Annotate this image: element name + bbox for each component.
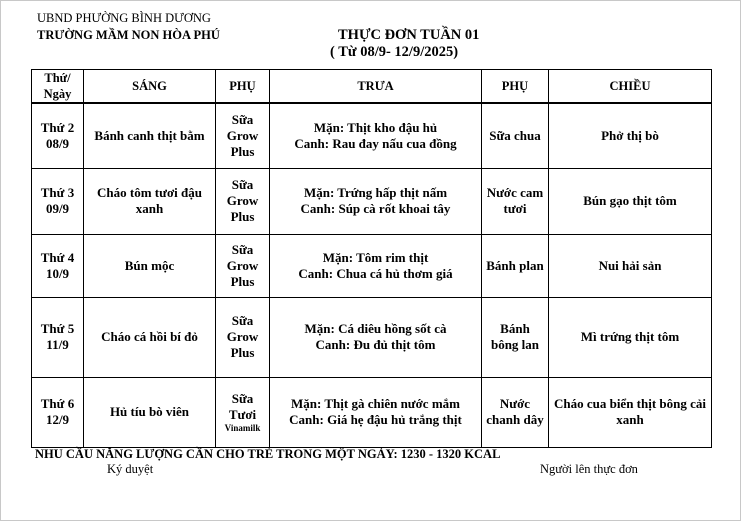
preparer-signature-label: Người lên thực đơn [540, 462, 638, 476]
day-cell [32, 297, 84, 377]
breakfast-cell: Hủ tíu bò viên [84, 377, 216, 447]
side2-cell: Nước chanh dây [482, 377, 549, 447]
side1-line: Sữa [231, 177, 254, 192]
side2-cell: Bánh bông lan [482, 297, 549, 377]
lunch-cell [270, 168, 482, 234]
day-label: Thứ 4 [40, 249, 75, 265]
lunch-soup: Canh: Chua cá hủ thơm giá [298, 265, 453, 281]
day-date: 11/9 [46, 337, 69, 352]
header-side1: PHỤ [216, 70, 270, 104]
lunch-cell [270, 234, 482, 297]
side1-line: Plus [230, 209, 255, 224]
day-date: 09/9 [45, 201, 70, 216]
lunch-main-dish: Mặn: Thịt kho đậu hủ [313, 119, 438, 135]
side2-cell: Nước cam tươi [482, 168, 549, 234]
day-label: Thứ 2 [40, 119, 75, 135]
day-cell [32, 234, 84, 297]
day-cell [32, 377, 84, 447]
weekly-menu-table [31, 69, 712, 448]
header-breakfast: SÁNG [84, 70, 216, 104]
side1-line: Grow [226, 127, 259, 143]
day-date: 10/9 [45, 265, 70, 281]
lunch-cell [270, 103, 482, 168]
side1-line: Sữa [231, 111, 254, 127]
day-label: Thứ 6 [40, 396, 75, 411]
day-label: Thứ 3 [40, 185, 75, 200]
lunch-main-dish: Mặn: Tôm rim thịt [322, 249, 429, 265]
side1-line: Plus [230, 143, 255, 159]
side1-cell [216, 377, 270, 447]
side1-cell [216, 297, 270, 377]
lunch-main-dish: Mặn: Cá diêu hồng sốt cà [304, 321, 447, 336]
side1-line: Plus [230, 345, 255, 360]
lunch-soup: Canh: Rau đay nấu cua đồng [294, 135, 457, 151]
side1-line: Sữa [231, 390, 254, 406]
lunch-soup: Canh: Đu đủ thịt tôm [315, 337, 436, 352]
lunch-soup: Canh: Giá hẹ đậu hủ trắng thịt [289, 412, 462, 427]
side1-line: Sữa [231, 241, 254, 257]
header-day-line2: Ngày [43, 87, 72, 101]
header-day-line1: Thứ/ [44, 71, 71, 85]
lunch-soup: Canh: Súp cà rốt khoai tây [300, 201, 451, 216]
side2-cell: Sữa chua [482, 103, 549, 168]
day-date: 08/9 [45, 135, 70, 151]
school-name: TRƯỜNG MẦM NON HÒA PHÚ [37, 28, 220, 42]
table-row [32, 168, 712, 234]
side1-line: Grow [226, 257, 259, 273]
side1-cell [216, 103, 270, 168]
header-side2: PHỤ [482, 70, 549, 104]
table-header-row [32, 70, 712, 104]
side1-brand: Vinamilk [224, 422, 261, 433]
energy-requirement-note: NHU CẦU NĂNG LƯỢNG CẦN CHO TRẺ TRONG MỘT NGÀY: 1230 - 1320 KCAL [35, 447, 501, 461]
afternoon-cell: Cháo cua biển thịt bông cải xanh [549, 377, 712, 447]
side1-line: Tươi [228, 406, 257, 422]
table-row [32, 297, 712, 377]
header-afternoon: CHIỀU [549, 70, 712, 104]
afternoon-cell: Nui hải sản [549, 234, 712, 297]
day-cell [32, 103, 84, 168]
lunch-cell [270, 377, 482, 447]
side1-cell [216, 234, 270, 297]
lunch-main-dish: Mặn: Thịt gà chiên nước mắm [291, 396, 460, 411]
day-date: 12/9 [45, 412, 70, 427]
side1-line: Sữa [231, 313, 254, 328]
lunch-cell [270, 297, 482, 377]
table-row [32, 377, 712, 447]
header-lunch: TRƯA [270, 70, 482, 104]
afternoon-cell: Bún gạo thịt tôm [549, 168, 712, 234]
breakfast-cell: Cháo cá hồi bí đỏ [84, 297, 216, 377]
side1-cell [216, 168, 270, 234]
side1-line: Plus [230, 273, 255, 289]
side2-cell: Bánh plan [482, 234, 549, 297]
approval-signature-label: Ký duyệt [107, 462, 154, 476]
table-row [32, 234, 712, 297]
breakfast-cell: Bún mộc [84, 234, 216, 297]
day-label: Thứ 5 [40, 321, 75, 336]
side1-line: Grow [226, 329, 259, 344]
lunch-main-dish: Mặn: Trứng hấp thịt nấm [303, 185, 448, 200]
side1-line: Grow [226, 193, 259, 208]
breakfast-cell: Bánh canh thịt bằm [84, 103, 216, 168]
afternoon-cell: Mì trứng thịt tôm [549, 297, 712, 377]
menu-date-range: ( Từ 08/9- 12/9/2025) [330, 44, 459, 60]
menu-title: THỰC ĐƠN TUẦN 01 [338, 27, 480, 43]
ward-name: UBND PHƯỜNG BÌNH DƯƠNG [37, 11, 211, 25]
table-row [32, 103, 712, 168]
day-cell [32, 168, 84, 234]
header-day [32, 70, 84, 104]
afternoon-cell: Phở thị bò [549, 103, 712, 168]
breakfast-cell: Cháo tôm tươi đậu xanh [84, 168, 216, 234]
